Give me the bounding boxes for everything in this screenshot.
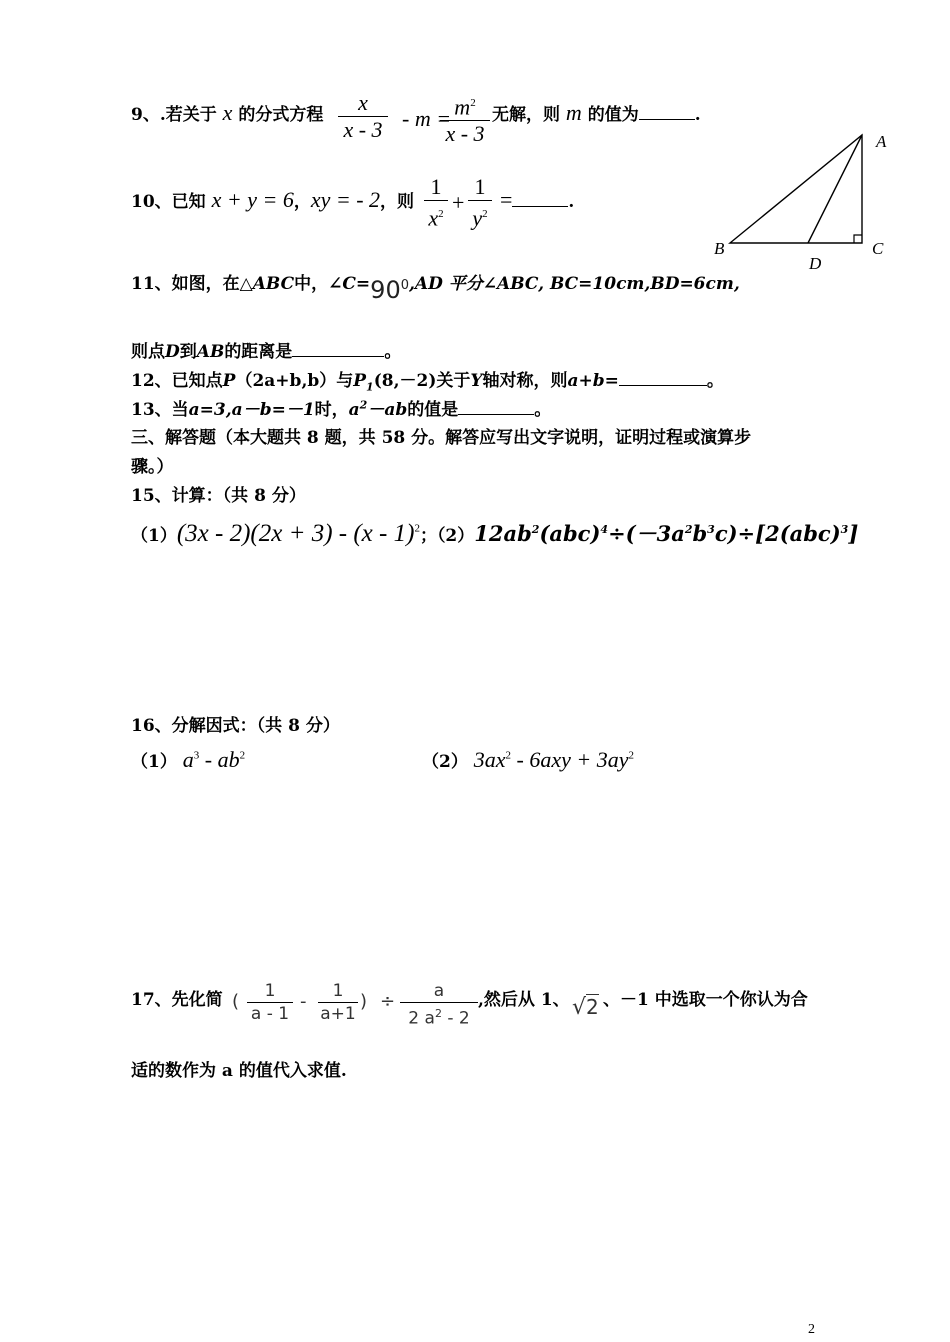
q16-p1-label: （1） [131,752,177,772]
q9-text-after: 无解，则 [492,105,560,125]
q12-end: 。 [706,371,724,391]
q10-fraction-2 [468,174,492,231]
q10-eq2: xy = - 2 [310,187,381,212]
q17-left-paren: ( [232,991,240,1012]
label-d: D [809,254,822,273]
q9-text-end: 的值为 [587,105,639,125]
q9-line [131,100,323,126]
q12-coords: （2a+b,b）与 [235,371,354,391]
q13-text-c: 的值是 [407,400,459,420]
label-a: A [876,132,887,151]
q9-frac1-den: x - 3 [338,116,388,143]
q12-line [131,366,724,393]
q17-fraction-3 [400,980,478,1030]
q9-minus-m: - m = [402,106,452,131]
q17-fraction-2 [318,980,358,1025]
q9-frac1-num: x [358,90,368,115]
q9-frac2-num: $m^2$ [454,94,476,120]
triangle-abc [730,135,862,243]
q11-line2-c: 的距离是 [224,342,293,362]
q17-f2-num: 1 [332,981,344,1001]
q16-p1-expr: $a^3 - ab^2$ [182,747,246,772]
q10-end-punct: . [568,192,575,212]
q17-fraction-1 [247,980,293,1025]
q15-p1-label: （1） [131,526,177,546]
q10-answer-blank [512,206,568,207]
q12-coords2: (8,－2)关于 [373,371,471,391]
q13-expr: －ab [367,400,408,420]
q17-f1-num: 1 [264,981,276,1001]
q13-text-b: 时， [314,400,349,420]
q15-p2-expr: $12ab^2(abc)^4\div(-3a^2b^3c)\div[2(abc)^3]$ [474,521,859,546]
q15-p2-label: （2） [436,526,475,546]
q11-rest: ,AD 平分∠ABC, BC=10cm,BD=6cm, [409,274,740,294]
q17-line-2: 适的数作为 a 的值代入求值. [131,1061,347,1081]
q9-var-x: x [222,100,233,125]
q10-fraction-1 [424,174,448,231]
q10-equals: = [500,187,513,212]
q12-text-a: 12、已知点 [131,371,223,391]
q11-c-eq: C= [342,274,371,294]
q11-answer-blank [292,356,384,357]
q12-text-b: 轴对称，则 [482,371,568,391]
q12-point-p1: $P_1$ [353,371,374,394]
q11-line2-a: 则点 [131,342,165,362]
q11-prefix: 11、如图，在△ [131,274,253,294]
q11-line2-b: 到 [179,342,197,362]
label-c: C [872,239,884,258]
q9-end-punct: . [694,105,701,125]
q11-line2-end: 。 [384,342,402,362]
q12-expr: a+b= [567,371,619,391]
label-b: B [714,239,725,258]
q10-f1-den: $x^2$ [424,200,448,231]
triangle-figure [700,125,900,275]
q13-line [131,395,551,420]
q13-a-squared: $a^2$ [348,398,368,420]
q17-f3-num: a [433,981,445,1001]
q17-text-b: ,然后从 1、 [478,990,570,1010]
q17-text-c: 、－1 中选取一个你认为合 [603,990,808,1010]
q10-then: ，则 [380,192,415,212]
q17-minus: - [300,991,307,1012]
segment-ad [808,135,862,243]
q9-fraction-2 [440,90,490,147]
q10-f2-num: 1 [474,174,486,199]
q17-f1-den: a - 1 [247,1002,293,1025]
q9-fraction-1 [338,90,388,143]
q10-line [131,187,414,213]
q10-line-end [500,187,574,213]
q9-answer-blank [639,119,695,120]
q13-answer-blank [458,414,534,415]
q16-title: 16、分解因式：（共 8 分） [131,716,340,736]
q16-p2-label: （2） [422,752,468,772]
q15-p1-expr: (3x - 2)(2x + 3) - (x - 1)$^2$ [176,520,420,547]
q10-f1-num: 1 [430,174,442,199]
q10-plus: + [452,190,465,215]
q10-number: 10、已知 [131,192,206,212]
right-angle-mark [854,235,862,243]
section3-line-1: 三、解答题（本大题共 8 题，共 58 分。解答应写出文字说明，证明过程或演算步 [131,428,752,448]
q15-title: 15、计算：（共 8 分） [131,486,306,506]
q9-text-mid: 的分式方程 [238,105,324,125]
q10-f2-den: $y^2$ [468,200,492,231]
q17-f3-den: 2 $a^2 - 2$ [400,1002,478,1030]
q13-text-a: 13、当 [131,400,189,420]
q17-text-a: 17、先化简 [131,990,223,1010]
q16-p2-expr: $3ax^2 - 6axy + 3ay^2$ [473,747,634,772]
q11-line-2 [131,337,401,362]
q11-angle-image: $90^0$ [370,276,409,304]
q17-right-paren: ) [360,991,368,1012]
q17-sqrt-two: √2 [572,995,599,1020]
q17-divide: ÷ [380,991,396,1012]
q10-eq1: x + y = 6 [211,187,294,212]
q15-semicolon: ； [419,526,437,546]
q9-var-m: m [565,100,582,125]
section3-line-2: 骤。） [131,457,174,477]
q9-number: 9、.若关于 [131,105,217,125]
q13-cond: a=3,a－b=－1 [188,400,315,420]
q11-mid: 中，∠ [294,274,343,294]
q13-end: 。 [534,400,552,420]
q11-abc: ABC [252,274,295,294]
q17-f2-den: a+1 [318,1002,358,1025]
q11-point-d: D [165,342,180,362]
page-number: 2 [808,1322,815,1337]
q16-part-1 [131,747,245,773]
q9-line-end [492,100,701,126]
q15-parts [131,518,858,548]
q12-axis-y: Y [470,371,483,391]
q11-segment-ab: AB [196,342,225,362]
q16-part-2 [422,747,634,773]
q12-point-p: P [222,371,236,391]
q12-answer-blank [619,385,707,386]
q9-frac2-den: x - 3 [440,120,490,147]
q11-line-1 [131,267,740,304]
q10-sep: ， [293,192,311,212]
